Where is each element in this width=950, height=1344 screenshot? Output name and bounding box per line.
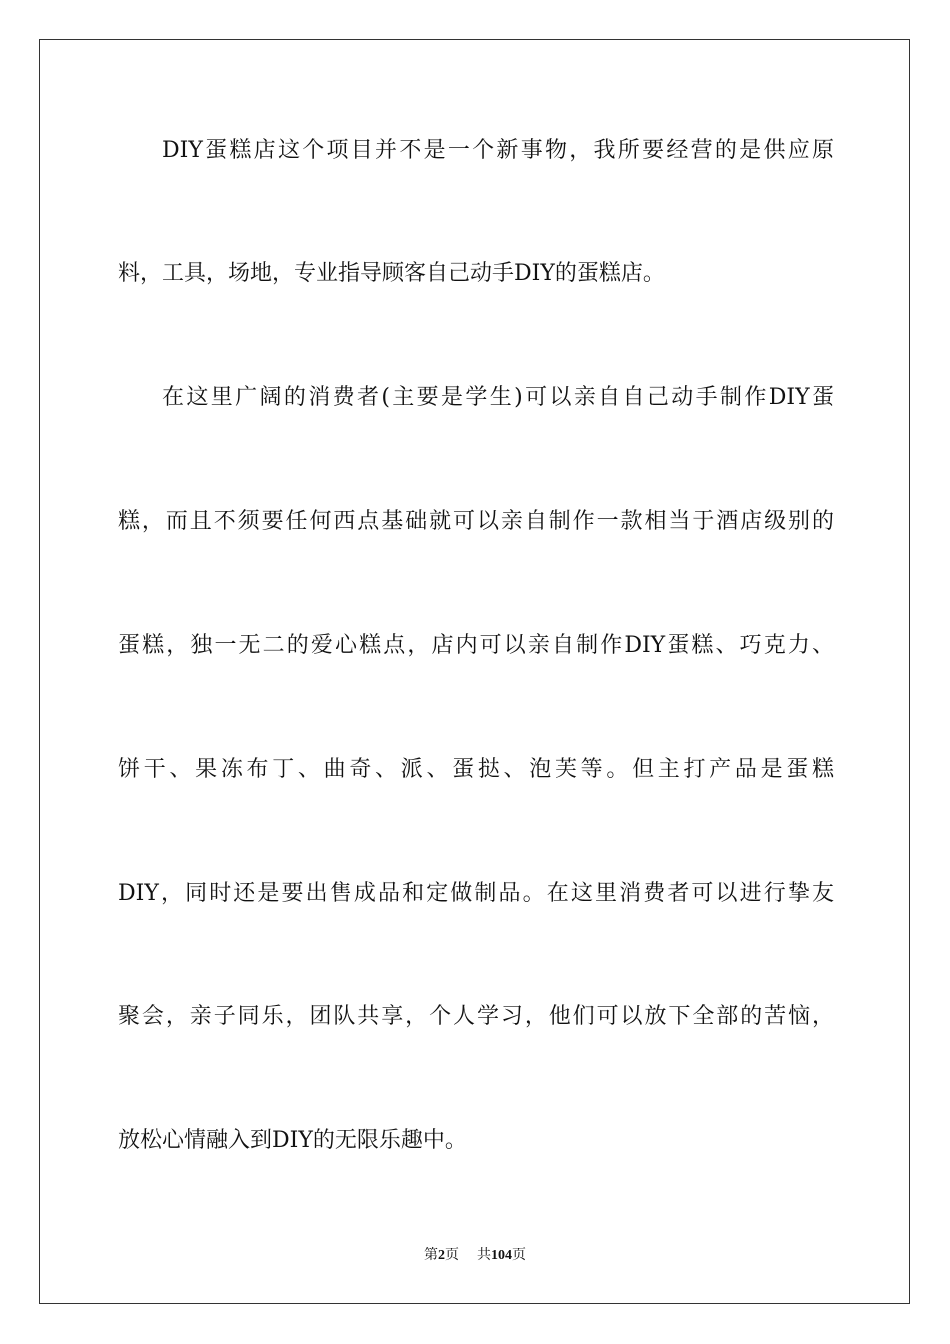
paragraph-2-line-5: DIY，同时还是要出售成品和定做制品。在这里消费者可以进行挚友 bbox=[118, 881, 834, 906]
paragraph-2-line-4: 饼干、果冻布丁、曲奇、派、蛋挞、泡芙等。但主打产品是蛋糕 bbox=[118, 757, 834, 782]
footer-total-pages: 104 bbox=[491, 1248, 512, 1263]
paragraph-1-line-1: DIY蛋糕店这个项目并不是一个新事物，我所要经营的是供应原 bbox=[162, 138, 834, 163]
footer-total-suffix: 页 bbox=[512, 1247, 526, 1263]
paragraph-2-line-3: 蛋糕，独一无二的爱心糕点，店内可以亲自制作DIY蛋糕、巧克力、 bbox=[118, 633, 834, 658]
footer-page-suffix: 页 bbox=[445, 1247, 459, 1263]
paragraph-1-line-2: 料，工具，场地，专业指导顾客自己动手DIY的蛋糕店。 bbox=[118, 261, 665, 286]
footer-page-prefix: 第 bbox=[424, 1247, 438, 1263]
page-border bbox=[39, 39, 910, 1304]
page-footer bbox=[0, 1245, 950, 1266]
paragraph-2-line-1: 在这里广阔的消费者(主要是学生)可以亲自自己动手制作DIY蛋 bbox=[162, 385, 834, 410]
footer-total-prefix: 共 bbox=[477, 1247, 491, 1263]
paragraph-2-line-7: 放松心情融入到DIY的无限乐趣中。 bbox=[118, 1128, 467, 1153]
paragraph-2-line-2: 糕，而且不须要任何西点基础就可以亲自制作一款相当于酒店级别的 bbox=[118, 509, 834, 534]
paragraph-2-line-6: 聚会，亲子同乐，团队共享，个人学习，他们可以放下全部的苦恼， bbox=[118, 1004, 834, 1029]
footer-page-number: 2 bbox=[438, 1248, 445, 1263]
